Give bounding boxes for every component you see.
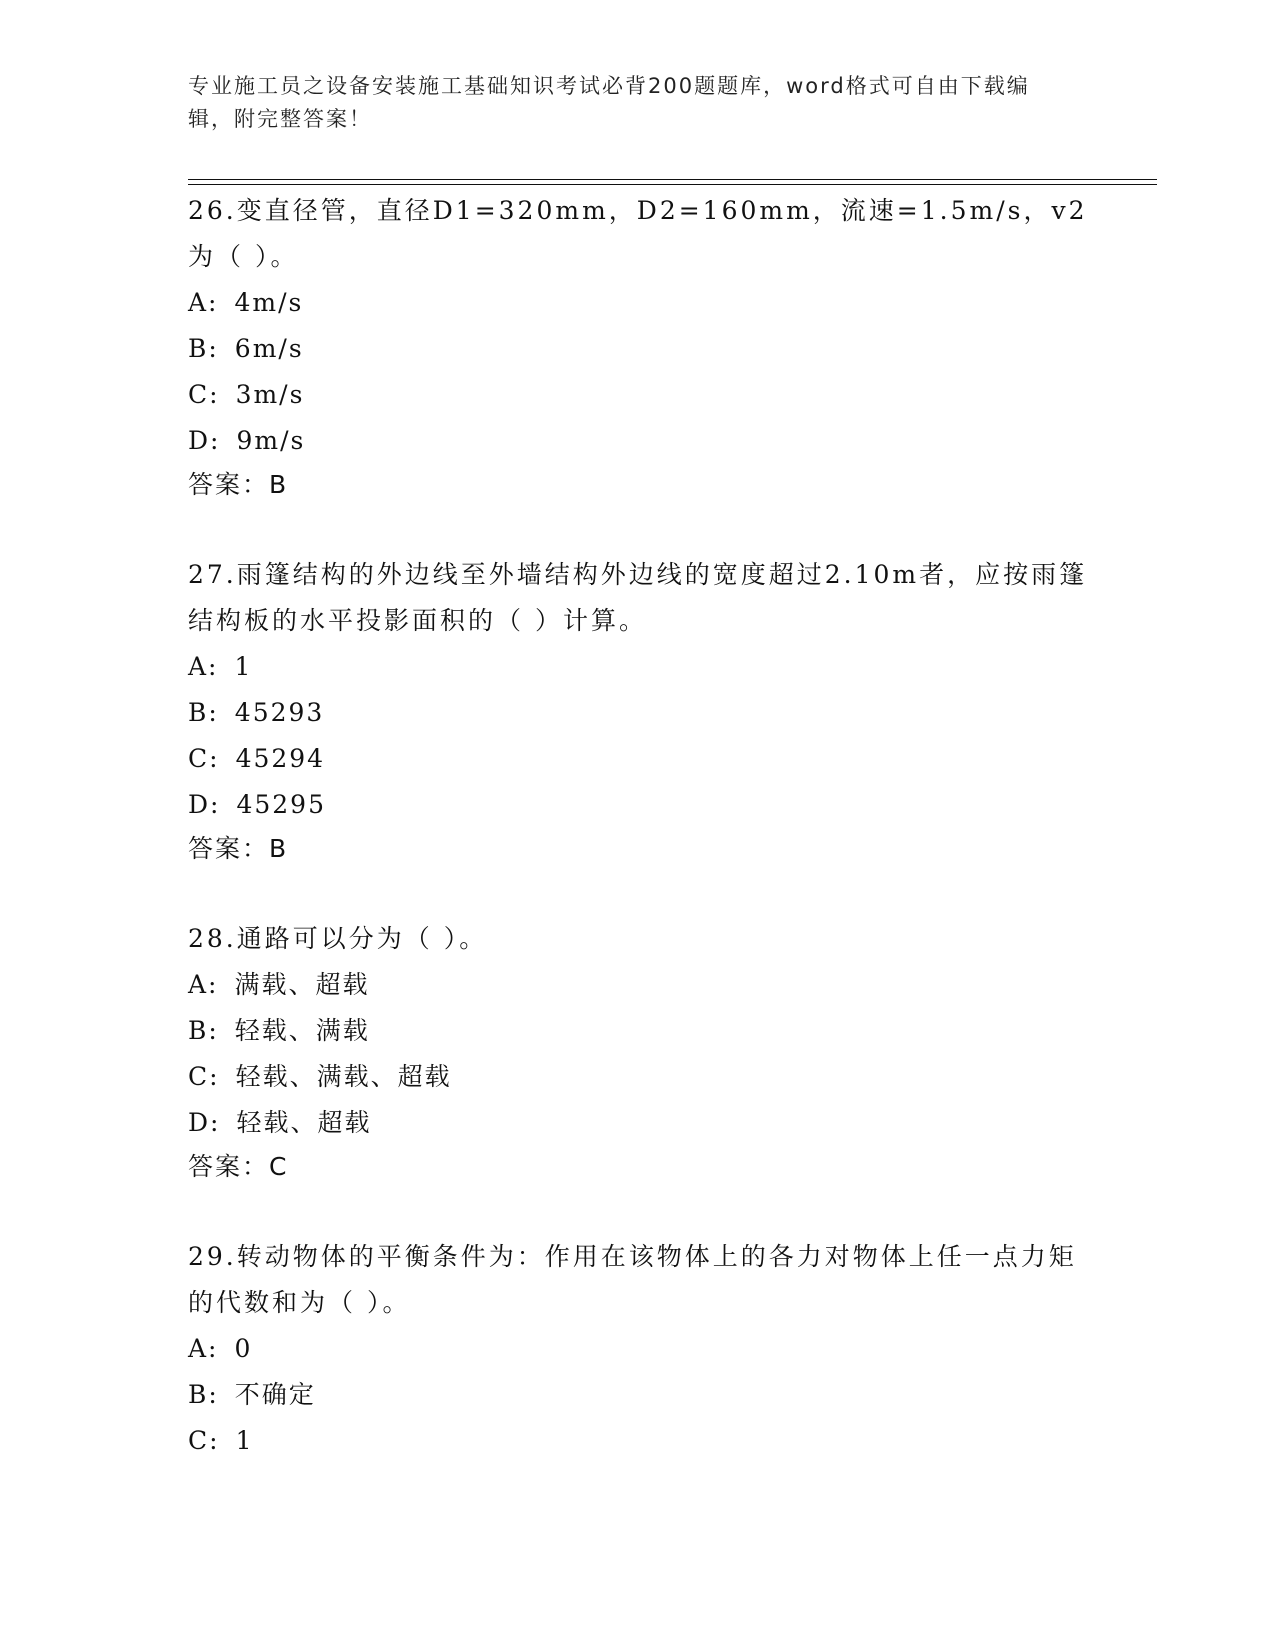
question-block [188,916,1088,1188]
answer-option [188,418,1088,464]
option-key: D: [188,1108,221,1137]
question-text: 29.转动物体的平衡条件为：作用在该物体上的各力对物体上任一点力矩的代数和为（ ）。 [188,1242,1077,1317]
option-key: A: [188,652,219,681]
option-key: A: [188,1334,219,1363]
option-key: B: [188,334,219,363]
option-value: 满载、超载 [234,970,370,999]
option-value: 9m/s [236,426,306,455]
option-value: 45293 [234,698,325,727]
answer-key: 答案：B [188,470,289,499]
question-list [188,188,1088,1464]
option-key: D: [188,426,221,455]
header-divider-bottom [188,184,1157,185]
option-value: 6m/s [234,334,304,363]
option-value: 0 [234,1334,253,1363]
option-value: 轻载、超载 [236,1108,372,1137]
answer-option [188,1008,1088,1054]
answer-key: 答案：C [188,1152,289,1181]
answer-option [188,280,1088,326]
question-text: 26.变直径管，直径D1=320mm，D2=160mm，流速=1.5m/s，v2为（ ）。 [188,196,1088,271]
option-key: A: [188,288,219,317]
option-value: 不确定 [234,1380,316,1409]
document-header: 专业施工员之设备安装施工基础知识考试必背200题题库，word格式可自由下载编辑，附完整答案！ [188,74,1030,131]
option-key: D: [188,790,221,819]
answer-option [188,644,1088,690]
answer-option [188,372,1088,418]
option-value: 3m/s [235,380,305,409]
option-key: C: [188,380,220,409]
option-key: C: [188,1426,220,1455]
option-key: B: [188,698,219,727]
option-key: C: [188,744,220,773]
question-text: 28.通路可以分为（ ）。 [188,924,488,953]
option-key: C: [188,1062,220,1091]
option-value: 轻载、满载、超载 [235,1062,452,1091]
question-text: 27.雨篷结构的外边线至外墙结构外边线的宽度超过2.10m者，应按雨篷结构板的水平投影面积的（ ）计算。 [188,560,1088,635]
option-value: 45294 [235,744,326,773]
option-value: 4m/s [234,288,304,317]
answer-option [188,1418,1088,1464]
answer-option [188,1100,1088,1146]
answer-option [188,962,1088,1008]
answer-option [188,326,1088,372]
header-divider-top [188,179,1157,180]
question-block [188,552,1088,870]
answer-option [188,782,1088,828]
answer-key: 答案：B [188,834,289,863]
option-value: 轻载、满载 [234,1016,370,1045]
option-key: A: [188,970,219,999]
answer-option [188,690,1088,736]
answer-option [188,1372,1088,1418]
answer-option [188,1054,1088,1100]
answer-option [188,1326,1088,1372]
question-block [188,1234,1088,1464]
option-value: 1 [235,1426,254,1455]
answer-option [188,736,1088,782]
option-key: B: [188,1016,219,1045]
option-value: 45295 [236,790,326,819]
option-key: B: [188,1380,219,1409]
option-value: 1 [234,652,253,681]
question-block [188,188,1088,506]
